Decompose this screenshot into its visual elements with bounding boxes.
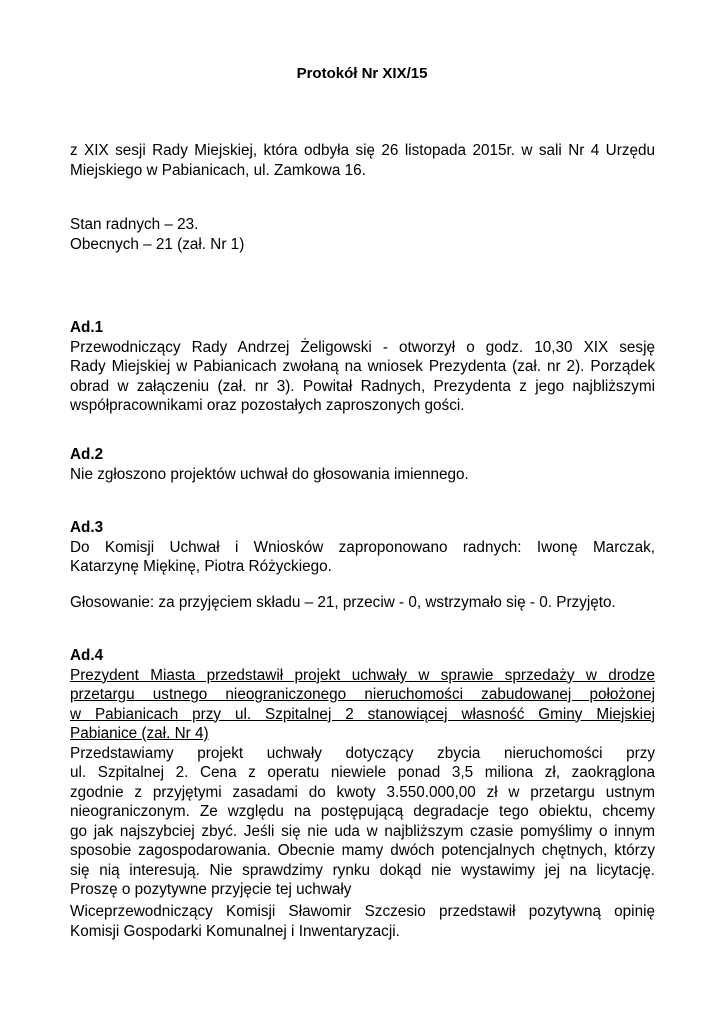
ad1-heading: Ad.1 — [70, 319, 104, 336]
ad1-line: współpracownikami oraz pozostałych zaproszonych gości. — [70, 397, 465, 414]
ad4-body-line: Przedstawiamy projekt uchwały dotyczący zbycia nieruchomości przy — [70, 744, 655, 762]
ad4-body-line: sposobie zagospodarowania. Obecnie mamy dwóch potencjalnych chętnych, którzy — [70, 842, 655, 859]
ad3-line: Do Komisji Uchwał i Wniosków zaproponowano radnych: Iwonę Marczak, — [70, 538, 655, 556]
ad2-text: Nie zgłoszono projektów uchwał do głosowania imiennego. — [70, 465, 469, 483]
section-ad3 — [70, 518, 655, 577]
intro-line: Miejskiego w Pabianicach, ul. Zamkowa 16. — [70, 161, 366, 179]
section-ad1 — [70, 318, 655, 416]
ad4-body-line: zgodnie z przyjętymi zasadami do kwoty 3.550.000,00 zł w przetargu ustnym — [70, 783, 655, 801]
ad4-body-line: ul. Szpitalnej 2. Cena z operatu niewiele ponad 3,5 miliona zł, zaokrąglona — [70, 764, 655, 781]
ad4-body-line: go jak najszybciej zbyć. Jeśli się nie uda w najbliższym czasie pomyślimy o innym — [70, 822, 655, 840]
document-title: Protokół Nr XIX/15 — [296, 65, 428, 82]
ad1-line: Przewodniczący Rady Andrzej Żeligowski - otworzył o godz. 10,30 XIX sesję — [70, 338, 655, 356]
ad1-line: Rady Miejskiej w Pabianicach zwołaną na wniosek Prezydenta (zał. nr 2). Porządek — [70, 358, 655, 375]
obecnych: Obecnych – 21 (zał. Nr 1) — [70, 235, 245, 253]
ad4-subject-line: Prezydent Miasta przedstawił projekt uchwały w sprawie sprzedaży w drodze — [70, 666, 655, 684]
ad4-body-line: nieograniczonym. Ze względu na postępującą degradacje tego obiektu, chcemy — [70, 803, 655, 820]
ad4-subject-line: przetargu ustnego nieograniczonego nieruchomości zabudowanej położonej — [70, 686, 655, 703]
section-ad2 — [70, 445, 655, 484]
stan-radnych: Stan radnych – 23. — [70, 216, 199, 233]
opinion-line: Komisji Gospodarki Komunalnej i Inwentaryzacji. — [70, 922, 400, 940]
ad4-subject-line: Pabianice (zał. Nr 4) — [70, 725, 209, 742]
ad4-heading: Ad.4 — [70, 647, 104, 664]
ad2-heading: Ad.2 — [70, 446, 104, 463]
ad4-body-line: się nią interesują. Nie sprawdzimy rynku dokąd nie wystawimy jej na licytację. — [70, 861, 655, 879]
vote-result: Głosowanie: za przyjęciem składu – 21, przeciw - 0, wstrzymało się - 0. Przyjęto. — [70, 594, 616, 611]
ad4-body-line: Proszę o pozytywne przyjęcie tej uchwały — [70, 881, 352, 898]
ad1-line: obrad w załączeniu (zał. nr 3). Powitał Radnych, Prezydenta z jego najbliższymi — [70, 377, 655, 395]
ad4-subject-line: w Pabianicach przy ul. Szpitalnej 2 stanowiącej własność Gminy Miejskiej — [70, 705, 655, 723]
attendance-block — [70, 215, 655, 254]
ad3-vote — [70, 593, 655, 613]
ad3-line: Katarzynę Miękinę, Piotra Różyckiego. — [70, 558, 332, 575]
section-ad4 — [70, 646, 655, 900]
intro-paragraph — [70, 141, 655, 180]
ad3-heading: Ad.3 — [70, 519, 104, 536]
ad4-opinion — [70, 902, 655, 941]
intro-line: z XIX sesji Rady Miejskiej, która odbyła się 26 listopada 2015r. w sali Nr 4 Urzędu — [70, 142, 655, 159]
opinion-line: Wiceprzewodniczący Komisji Sławomir Szczesio przedstawił pozytywną opinię — [70, 903, 655, 920]
